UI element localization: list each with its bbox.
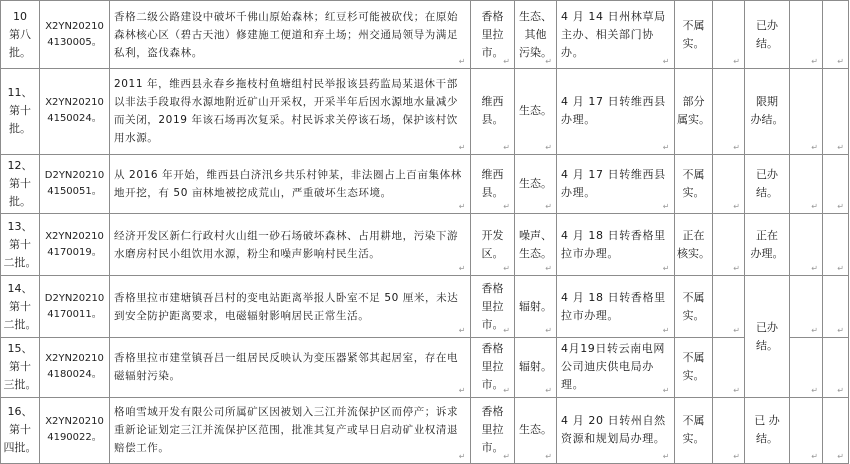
handling-cell — [557, 276, 675, 338]
location-line: 香格 — [481, 405, 504, 419]
handling-text: 4 月 14 日州林草局主办、相关部门协办。 — [561, 9, 666, 59]
verification-line: 不属 — [682, 290, 705, 304]
location-line: 维西 — [481, 95, 504, 109]
case-code-cell — [40, 1, 110, 69]
batch-line: 第十 — [9, 360, 31, 374]
paragraph-mark: ↵ — [458, 202, 466, 212]
complaint-description-cell — [110, 154, 471, 214]
case-code-line: 4130005。 — [47, 36, 102, 48]
table-row — [1, 214, 849, 276]
pollution-type-line: 生态。 — [519, 176, 552, 190]
verification-cell — [675, 338, 713, 398]
location-line: 市。 — [481, 317, 504, 331]
pollution-type-cell — [515, 214, 557, 276]
case-code-line: X2YN20210 — [45, 230, 104, 242]
pollution-type-line: 生态。 — [519, 423, 552, 437]
complaint-description: 从 2016 年开始，维西县白济汛乡共乐村钟某，非法圈占上百亩集体林地开挖，有 50 亩林地被挖成荒山，严重破坏生态环境。 — [114, 168, 462, 199]
complaint-description: 香格里拉市建堂镇吾吕一组居民反映认为变压器紧邻其起居室，存在电磁辐射污染。 — [114, 352, 459, 383]
paragraph-mark: ↵ — [837, 452, 844, 461]
status-cell — [745, 1, 790, 69]
pollution-type-line: 辐射。 — [519, 360, 552, 374]
status-line: 办结。 — [750, 113, 784, 127]
status-cell — [745, 154, 790, 214]
paragraph-mark: ↵ — [811, 452, 818, 461]
blank-cell — [713, 338, 745, 398]
pollution-type-line: 污染。 — [519, 45, 552, 59]
complaint-description-cell — [110, 276, 471, 338]
location-line: 市。 — [481, 45, 504, 59]
paragraph-mark: ↵ — [662, 452, 670, 461]
status-cell — [745, 69, 790, 154]
status-cell — [745, 397, 790, 463]
batch-number-cell — [1, 69, 40, 154]
batch-line: 二批。 — [3, 255, 37, 269]
paragraph-mark: ↵ — [837, 202, 844, 212]
handling-text: 4 月 18 日转香格里拉市办理。 — [561, 290, 666, 322]
batch-line: 第十 — [9, 237, 31, 251]
verification-line: 不属 — [682, 414, 705, 428]
case-code-cell — [40, 276, 110, 338]
batch-line: 13、 — [7, 219, 33, 233]
complaint-description-cell — [110, 397, 471, 463]
paragraph-mark: ↵ — [662, 202, 670, 212]
paragraph-mark: ↵ — [733, 142, 740, 152]
table-row — [1, 69, 849, 154]
paragraph-mark: ↵ — [837, 142, 844, 152]
batch-line: 四批。 — [3, 441, 37, 455]
handling-cell — [557, 338, 675, 398]
handling-text: 4 月 17 日转维西县办理。 — [561, 167, 666, 199]
case-code-cell — [40, 338, 110, 398]
status-line: 正在 — [756, 228, 778, 242]
table-row — [1, 1, 849, 69]
paragraph-mark: ↵ — [837, 326, 844, 336]
status-line: 已办 — [756, 167, 778, 181]
case-code-line: 4150024。 — [47, 113, 102, 125]
pollution-type-line: 生态、 — [519, 9, 552, 23]
location-line: 开发 — [481, 228, 504, 242]
paragraph-mark: ↵ — [503, 57, 510, 67]
pollution-type-cell — [515, 69, 557, 154]
case-code-cell — [40, 214, 110, 276]
paragraph-mark: ↵ — [458, 57, 466, 67]
paragraph-mark: ↵ — [458, 385, 466, 395]
verification-line: 核实。 — [677, 246, 710, 260]
paragraph-mark: ↵ — [662, 326, 670, 336]
status-line: 结。 — [756, 36, 778, 50]
table-row — [1, 338, 849, 398]
paragraph-mark: ↵ — [545, 385, 552, 395]
status-line: 已办 — [756, 320, 778, 334]
status-line: 已 办 — [754, 414, 780, 428]
case-code-line: 4170011。 — [47, 308, 102, 320]
table-row — [1, 154, 849, 214]
complaint-description: 格咱雪域开发有限公司所属矿区因被划入三江并流保护区而停产；诉求重新论证划定三江并流保护区范围，批准其复产或早日启动矿业权清退赔偿工作。 — [114, 406, 459, 455]
blank-cell — [790, 276, 823, 338]
location-line: 区。 — [481, 246, 504, 260]
blank-cell — [790, 69, 823, 154]
status-line: 结。 — [756, 338, 778, 352]
batch-number-cell — [1, 214, 40, 276]
batch-line: 12、 — [7, 158, 33, 172]
paragraph-mark: ↵ — [733, 385, 740, 395]
paragraph-mark: ↵ — [837, 264, 844, 274]
batch-number-cell — [1, 154, 40, 214]
batch-line: 16、 — [7, 405, 33, 419]
case-code-line: 4190022。 — [47, 432, 102, 444]
batch-line: 14、 — [7, 281, 33, 295]
pollution-type-line: 辐射。 — [519, 299, 552, 313]
paragraph-mark: ↵ — [545, 57, 552, 67]
paragraph-mark: ↵ — [811, 202, 818, 212]
blank-cell — [713, 1, 745, 69]
batch-number-cell — [1, 276, 40, 338]
verification-cell — [675, 154, 713, 214]
pollution-type-cell — [515, 397, 557, 463]
complaint-description-cell — [110, 214, 471, 276]
batch-line: 第八 — [9, 27, 31, 41]
location-cell — [471, 397, 515, 463]
paragraph-mark: ↵ — [811, 385, 818, 395]
paragraph-mark: ↵ — [458, 264, 466, 274]
verification-cell — [675, 1, 713, 69]
location-cell — [471, 338, 515, 398]
blank-cell — [823, 69, 849, 154]
location-line: 市。 — [481, 441, 504, 455]
location-line: 市。 — [481, 378, 504, 392]
paragraph-mark: ↵ — [733, 202, 740, 212]
paragraph-mark: ↵ — [733, 264, 740, 274]
verification-line: 部分 — [682, 95, 705, 109]
verification-line: 正在 — [682, 228, 705, 242]
blank-cell — [713, 214, 745, 276]
status-cell — [745, 214, 790, 276]
paragraph-mark: ↵ — [811, 57, 818, 67]
batch-line: 11、 — [7, 86, 33, 100]
case-code-line: D2YN20210 — [44, 169, 105, 181]
paragraph-mark: ↵ — [545, 326, 552, 336]
blank-cell — [823, 1, 849, 69]
batch-number-cell — [1, 1, 40, 69]
pollution-type-line: 生态。 — [519, 104, 552, 118]
batch-line: 15、 — [7, 342, 33, 356]
location-line: 里拉 — [481, 423, 504, 437]
paragraph-mark: ↵ — [458, 452, 466, 461]
paragraph-mark: ↵ — [662, 142, 670, 152]
pollution-type-cell — [515, 338, 557, 398]
pollution-type-line: 生态。 — [519, 246, 552, 260]
paragraph-mark: ↵ — [458, 326, 466, 336]
pollution-type-cell — [515, 1, 557, 69]
batch-line: 二批。 — [3, 317, 37, 331]
location-cell — [471, 154, 515, 214]
location-cell — [471, 214, 515, 276]
paragraph-mark: ↵ — [662, 264, 670, 274]
batch-line: 批。 — [9, 45, 31, 59]
verification-line: 实。 — [682, 36, 705, 50]
paragraph-mark: ↵ — [503, 326, 510, 336]
blank-cell — [713, 276, 745, 338]
location-line: 县。 — [481, 185, 504, 199]
complaint-description: 经济开发区新仁行政村火山组一砂石场破坏森林、占用耕地，污染下游水磨房村民小组饮用水源，粉尘和噪声影响村民生活。 — [114, 229, 459, 260]
paragraph-mark: ↵ — [662, 57, 670, 67]
blank-cell — [790, 214, 823, 276]
blank-cell — [713, 397, 745, 463]
case-code-cell — [40, 397, 110, 463]
case-code-line: X2YN20210 — [45, 97, 104, 109]
complaint-description: 2011 年，维西县永春乡拖枝村鱼塘组村民举报该县药监局某退休干部以非法手段取得水源地附近矿山开采权，开采半年后因水源地水量减少而关闭，2019 年该石场再次复采。村民诉求关停该石场，保护该村饮用水源。 — [114, 78, 459, 145]
verification-cell — [675, 214, 713, 276]
blank-cell — [790, 338, 823, 398]
handling-text: 4 月 20 日转州自然资源和规划局办理。 — [561, 414, 666, 446]
handling-cell — [557, 69, 675, 154]
complaint-description-cell — [110, 69, 471, 154]
location-line: 香格 — [481, 281, 504, 295]
blank-cell — [790, 397, 823, 463]
verification-line: 实。 — [682, 432, 705, 446]
paragraph-mark: ↵ — [545, 142, 552, 152]
status-line: 结。 — [756, 432, 778, 446]
paragraph-mark: ↵ — [837, 385, 844, 395]
pollution-type-line: 其他 — [524, 27, 547, 41]
paragraph-mark: ↵ — [811, 142, 818, 152]
verification-line: 属实。 — [677, 113, 710, 127]
verification-line: 实。 — [682, 369, 705, 383]
pollution-type-line: 噪声、 — [519, 228, 552, 242]
verification-line: 实。 — [682, 185, 705, 199]
paragraph-mark: ↵ — [811, 326, 818, 336]
batch-line: 10 — [13, 9, 27, 23]
paragraph-mark: ↵ — [503, 264, 510, 274]
location-line: 香格 — [481, 9, 504, 23]
paragraph-mark: ↵ — [662, 385, 670, 395]
batch-line: 第十 — [9, 423, 31, 437]
paragraph-mark: ↵ — [811, 264, 818, 274]
handling-cell — [557, 397, 675, 463]
batch-line: 批。 — [9, 194, 31, 208]
case-code-line: X2YN20210 — [45, 20, 104, 32]
blank-cell — [823, 214, 849, 276]
verification-line: 不属 — [682, 167, 705, 181]
status-line: 结。 — [756, 185, 778, 199]
blank-cell — [823, 276, 849, 338]
verification-cell — [675, 69, 713, 154]
verification-line: 不属 — [682, 351, 705, 365]
batch-line: 第十 — [9, 176, 31, 190]
location-line: 里拉 — [481, 360, 504, 374]
location-line: 维西 — [481, 167, 504, 181]
complaint-description-cell — [110, 1, 471, 69]
paragraph-mark: ↵ — [503, 142, 510, 152]
paragraph-mark: ↵ — [503, 202, 510, 212]
status-line: 已办 — [756, 18, 778, 32]
handling-cell — [557, 214, 675, 276]
batch-line: 三批。 — [3, 378, 37, 392]
table-row — [1, 276, 849, 338]
blank-cell — [823, 397, 849, 463]
case-code-line: D2YN20210 — [44, 292, 105, 304]
handling-text: 4 月 17 日转维西县办理。 — [561, 95, 666, 127]
table-row — [1, 397, 849, 463]
location-cell — [471, 276, 515, 338]
batch-line: 第十 — [9, 104, 31, 118]
paragraph-mark: ↵ — [545, 202, 552, 212]
blank-cell — [790, 154, 823, 214]
blank-cell — [713, 154, 745, 214]
location-cell — [471, 1, 515, 69]
batch-number-cell — [1, 397, 40, 463]
status-line: 办理。 — [750, 246, 784, 260]
paragraph-mark: ↵ — [733, 452, 740, 461]
batch-line: 第十 — [9, 299, 31, 313]
complaint-description-cell — [110, 338, 471, 398]
location-line: 香格 — [481, 342, 504, 356]
blank-cell — [823, 338, 849, 398]
pollution-type-cell — [515, 276, 557, 338]
blank-cell — [713, 69, 745, 154]
paragraph-mark: ↵ — [733, 57, 740, 67]
case-code-line: 4170019。 — [47, 246, 102, 258]
blank-cell — [823, 154, 849, 214]
paragraph-mark: ↵ — [545, 264, 552, 274]
paragraph-mark: ↵ — [503, 385, 510, 395]
verification-cell — [675, 276, 713, 338]
case-code-line: X2YN20210 — [45, 416, 104, 428]
status-cell — [745, 276, 790, 398]
case-code-line: 4180024。 — [47, 369, 102, 381]
location-line: 里拉 — [481, 27, 504, 41]
location-cell — [471, 69, 515, 154]
case-code-line: X2YN20210 — [45, 353, 104, 365]
handling-text: 4月19日转云南电网公司迪庆供电局办理。 — [561, 342, 665, 392]
paragraph-mark: ↵ — [458, 142, 466, 152]
paragraph-mark: ↵ — [545, 452, 552, 461]
paragraph-mark: ↵ — [837, 57, 844, 67]
batch-number-cell — [1, 338, 40, 398]
verification-line: 实。 — [682, 308, 705, 322]
location-line: 里拉 — [481, 299, 504, 313]
case-code-line: 4150051。 — [47, 185, 102, 197]
pollution-type-cell — [515, 154, 557, 214]
status-line: 限期 — [756, 95, 778, 109]
verification-cell — [675, 397, 713, 463]
handling-cell — [557, 154, 675, 214]
complaint-description: 香格里拉市建塘镇吾吕村的变电站距离举报人卧室不足 50 厘米，未达到安全防护距离要求，电磁辐射影响居民正常生活。 — [114, 291, 459, 322]
case-code-cell — [40, 69, 110, 154]
handling-cell — [557, 1, 675, 69]
case-code-cell — [40, 154, 110, 214]
paragraph-mark: ↵ — [503, 452, 510, 461]
paragraph-mark: ↵ — [733, 326, 740, 336]
blank-cell — [790, 1, 823, 69]
complaint-description: 香格二级公路建设中破坏千佛山原始森林；红豆杉可能被砍伐；在原始森林核心区（碧古天池）修建施工便道和弃土场；州交通局领导为满足私利，盗伐森林。 — [114, 10, 459, 59]
handling-text: 4 月 18 日转香格里拉市办理。 — [561, 228, 666, 260]
verification-line: 不属 — [682, 18, 705, 32]
location-line: 县。 — [481, 113, 504, 127]
batch-line: 批。 — [9, 122, 31, 136]
